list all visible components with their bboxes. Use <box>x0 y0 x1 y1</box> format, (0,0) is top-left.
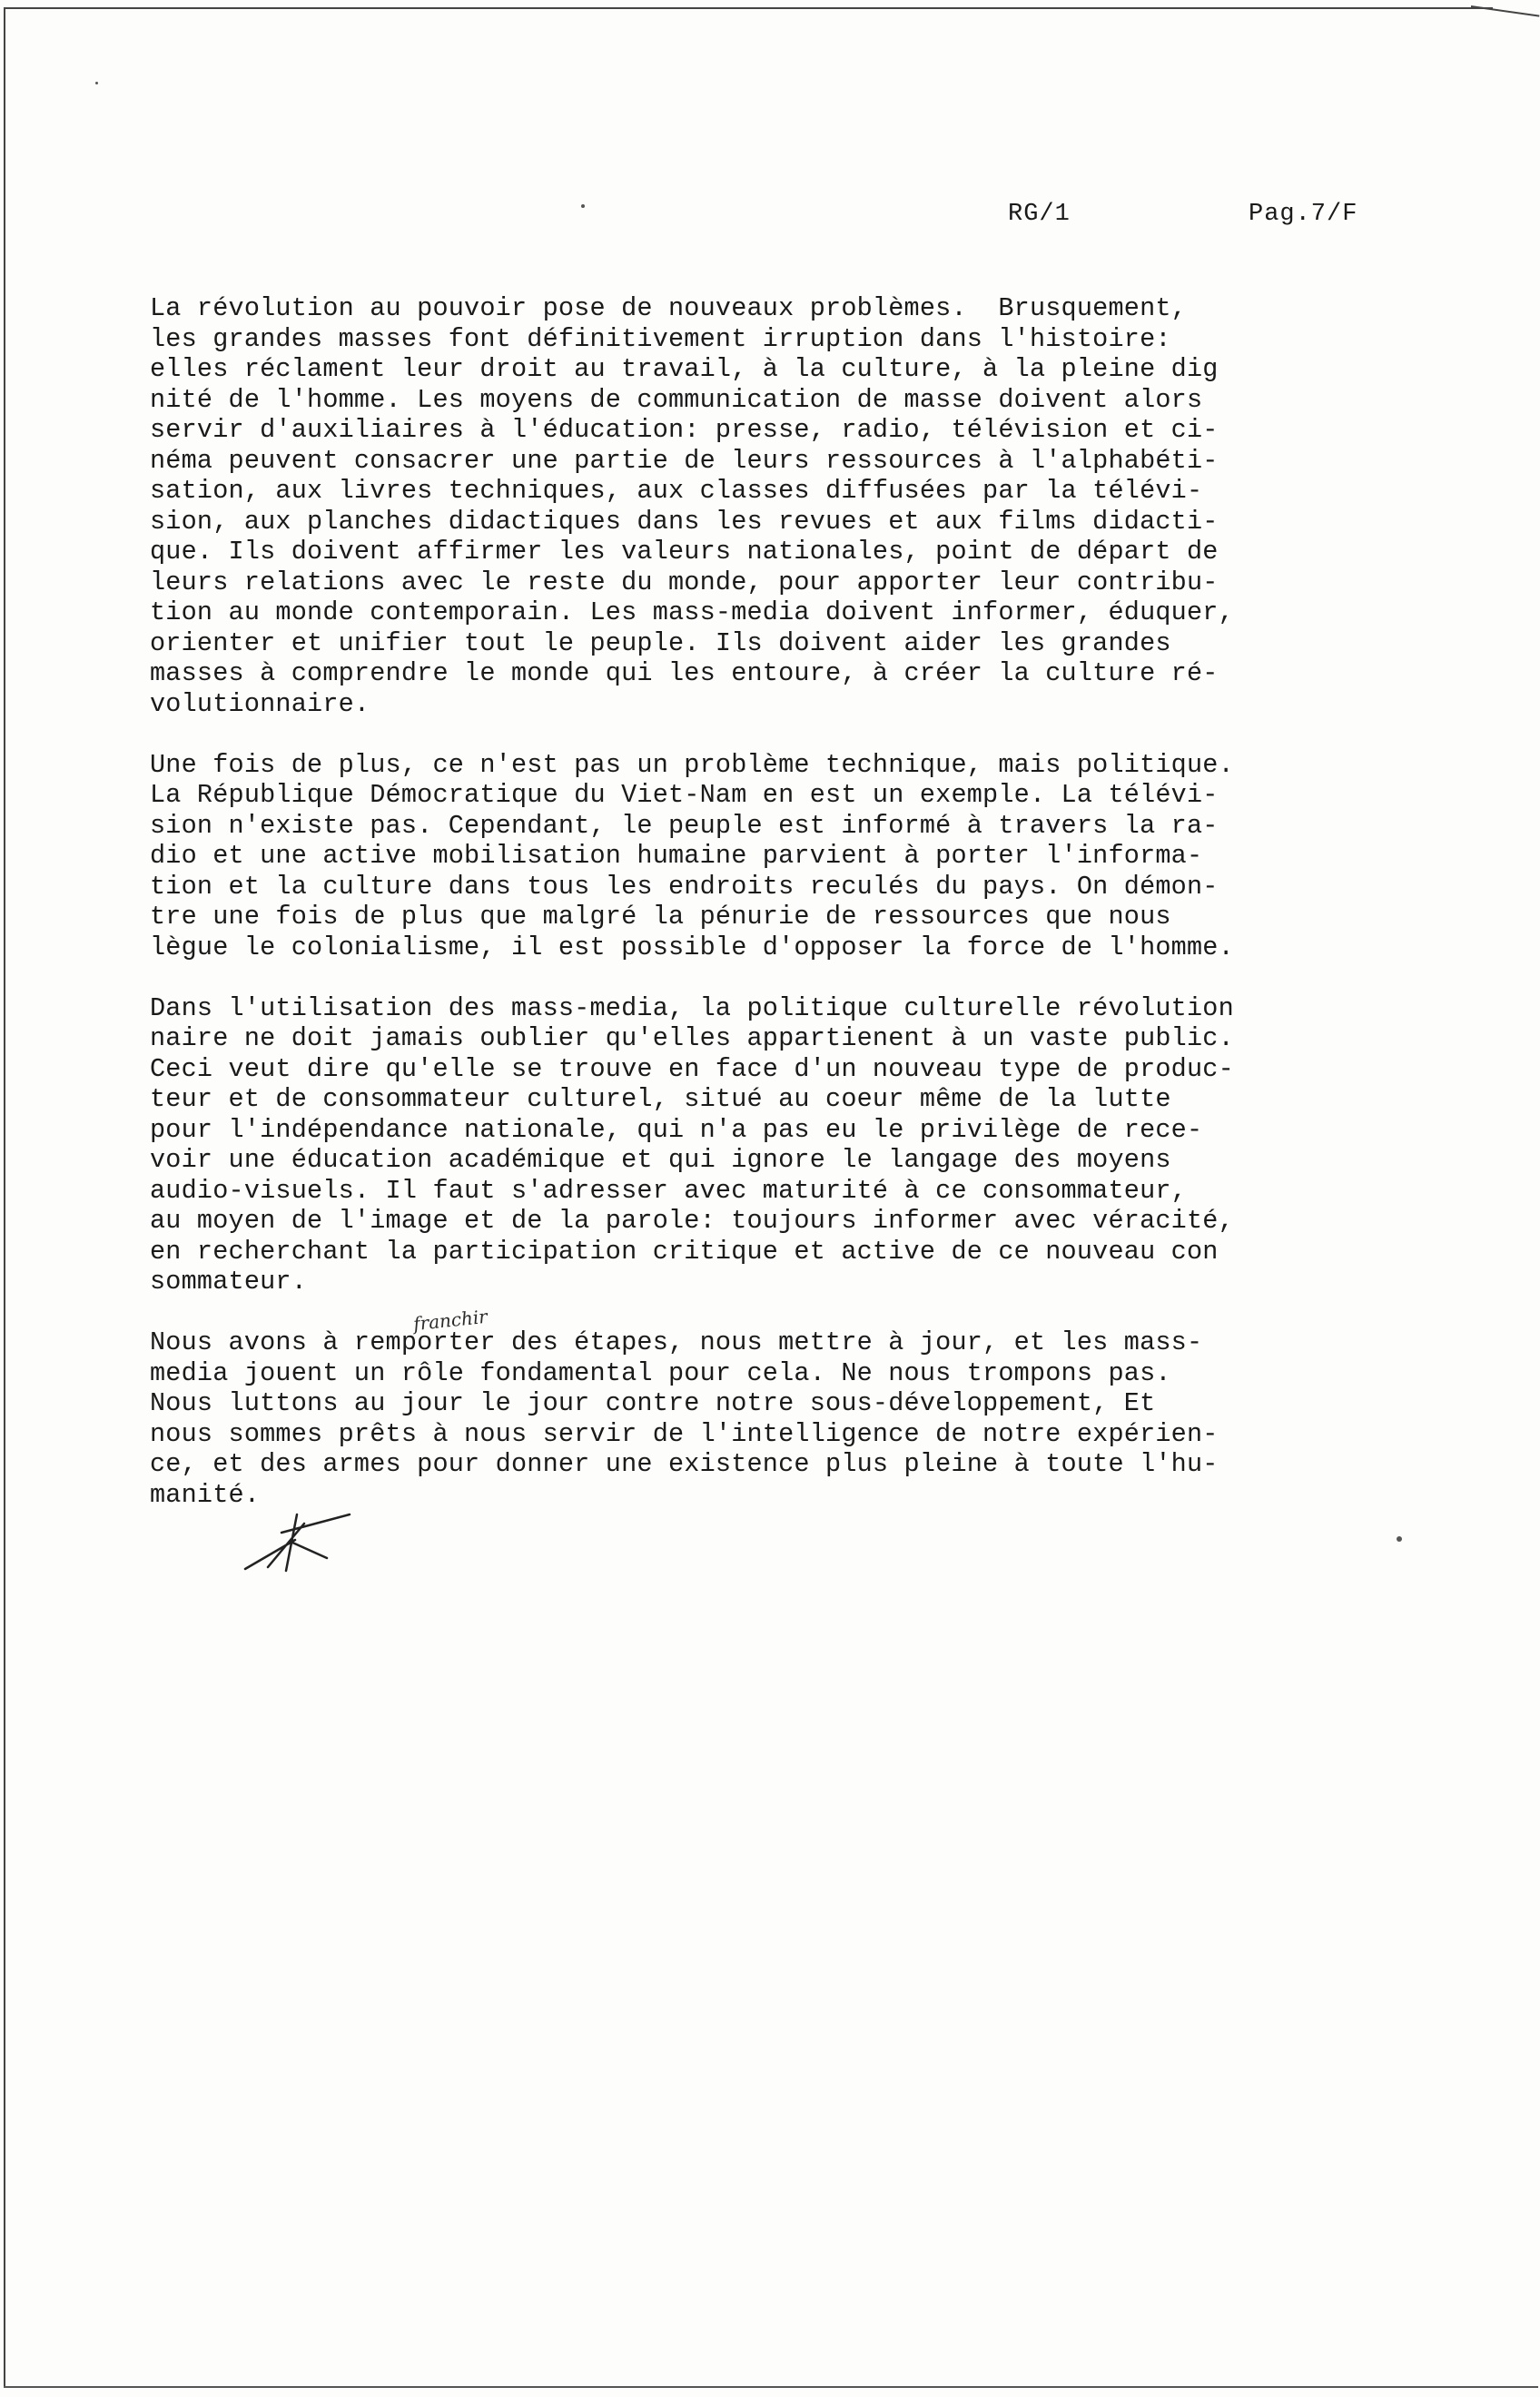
text-line: nité de l'homme. Les moyens de communication de masse doivent alors <box>150 384 1203 415</box>
text-line: leurs relations avec le reste du monde, pour apporter leur contribu- <box>150 567 1219 597</box>
page-header <box>1008 201 1357 228</box>
text-line: Nous luttons au jour le jour contre notre sous-développement, Et <box>150 1388 1156 1418</box>
text-line: media jouent un rôle fondamental pour cela. Ne nous trompons pas. <box>150 1357 1171 1388</box>
text-line: lègue le colonialisme, il est possible d'opposer la force de l'homme. <box>150 932 1234 962</box>
text-line: elles réclament leur droit au travail, à la culture, à la pleine dig <box>150 354 1219 384</box>
text-line: que. Ils doivent affirmer les valeurs nationales, point de départ de <box>150 537 1219 567</box>
text-line: servir d'auxiliaires à l'éducation: presse, radio, télévision et ci- <box>150 415 1219 445</box>
paragraph-3 <box>150 993 1439 1297</box>
speck <box>95 82 98 84</box>
text-line: La République Démocratique du Viet-Nam en est un exemple. La télévi- <box>150 780 1219 810</box>
body-text <box>150 293 1439 1541</box>
text-line: La révolution au pouvoir pose de nouveaux problèmes. Brusquement, <box>150 293 1187 323</box>
text-line: en recherchant la participation critique et active de ce nouveau con <box>150 1236 1219 1267</box>
text-line: voir une éducation académique et qui ignore le langage des moyens <box>150 1145 1171 1175</box>
text-line: Dans l'utilisation des mass-media, la politique culturelle révolution <box>150 992 1234 1023</box>
text-line: audio-visuels. Il faut s'adresser avec maturité à ce consommateur, <box>150 1175 1187 1206</box>
text-line: sion n'existe pas. Cependant, le peuple est informé à travers la ra- <box>150 810 1219 841</box>
text-line: naire ne doit jamais oublier qu'elles appartienent à un vaste public. <box>150 1023 1234 1053</box>
text-line: sommateur. <box>150 1267 308 1297</box>
text-line: Ceci veut dire qu'elle se trouve en face d'un nouveau type de produc- <box>150 1053 1234 1084</box>
paragraph-4 <box>150 1327 1439 1510</box>
text-line: masses à comprendre le monde qui les entoure, à créer la culture ré- <box>150 658 1219 688</box>
text-line: pour l'indépendance nationale, qui n'a pas eu le privilège de rece- <box>150 1114 1203 1145</box>
paragraph-2 <box>150 750 1439 963</box>
page-edge-top <box>4 7 1493 9</box>
text-line: Nous avons à remporter des étapes, nous mettre à jour, et les mass- <box>150 1327 1203 1357</box>
text-line: nous sommes prêts à nous servir de l'intelligence de notre expérien- <box>150 1418 1219 1449</box>
text-line: les grandes masses font définitivement irruption dans l'histoire: <box>150 323 1171 354</box>
text-line: sion, aux planches didactiques dans les revues et aux films didacti- <box>150 506 1219 537</box>
text-line: néma peuvent consacrer une partie de leurs ressources à l'alphabéti- <box>150 445 1219 476</box>
page-edge-bottom <box>4 2386 1538 2388</box>
text-line: Une fois de plus, ce n'est pas un problème technique, mais politique. <box>150 749 1234 780</box>
handwritten-correction: franchir <box>411 1305 489 1336</box>
text-line: tion et la culture dans tous les endroits reculés du pays. On démon- <box>150 871 1219 902</box>
text-line: au moyen de l'image et de la parole: toujours informer avec véracité, <box>150 1206 1234 1236</box>
text-line: volutionnaire. <box>150 688 370 719</box>
text-line: orienter et unifier tout le peuple. Ils doivent aider les grandes <box>150 627 1171 658</box>
text-line: manité. <box>150 1479 261 1510</box>
paragraph-1 <box>150 293 1439 719</box>
signature-mark <box>241 1505 359 1578</box>
text-line: dio et une active mobilisation humaine parvient à porter l'informa- <box>150 841 1203 871</box>
page-edge-left <box>4 7 5 2386</box>
speck <box>581 204 585 208</box>
speck <box>1397 1536 1402 1542</box>
document-reference: RG/1 <box>1008 201 1071 228</box>
text-line: ce, et des armes pour donner une existence plus pleine à toute l'hu- <box>150 1449 1219 1479</box>
text-line: teur et de consommateur culturel, situé au coeur même de la lutte <box>150 1084 1171 1114</box>
text-line: sation, aux livres techniques, aux classes diffusées par la télévi- <box>150 476 1203 506</box>
text-line: tion au monde contemporain. Les mass-media doivent informer, éduquer, <box>150 597 1234 627</box>
text-line: tre une fois de plus que malgré la pénurie de ressources que nous <box>150 902 1171 932</box>
page-edge-fold <box>1471 5 1540 17</box>
page-number: Pag.7/F <box>1249 201 1358 228</box>
